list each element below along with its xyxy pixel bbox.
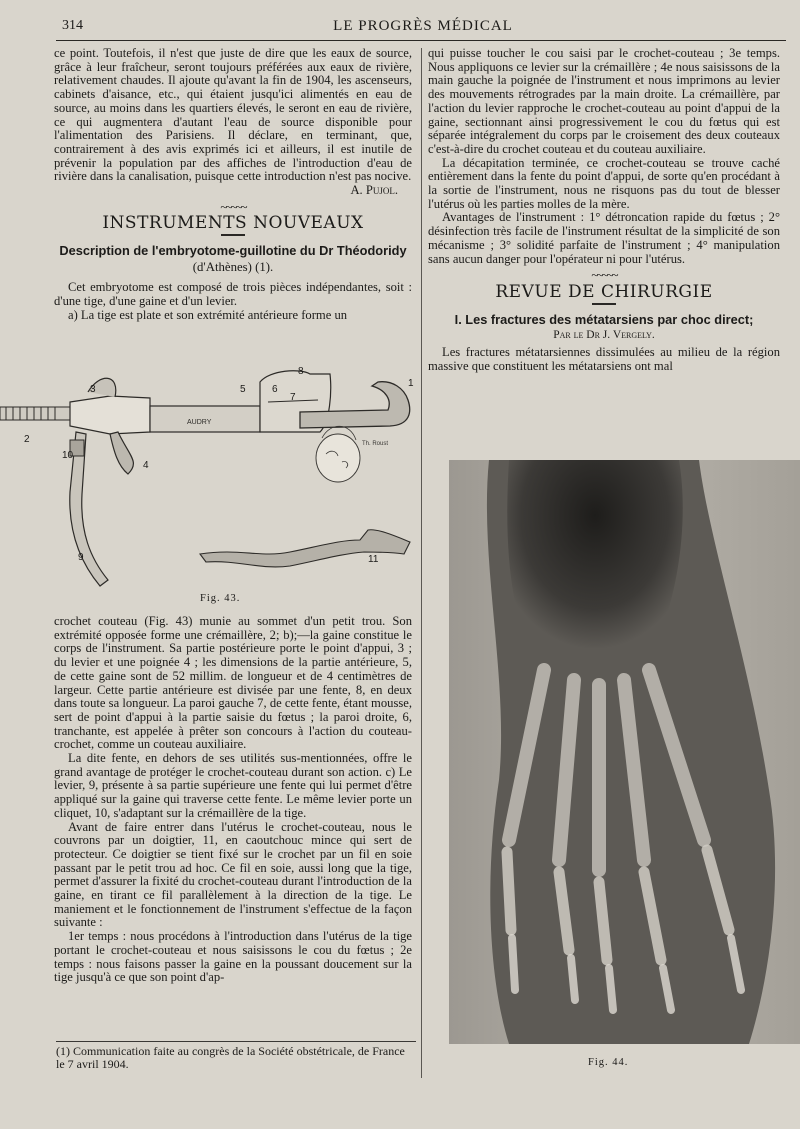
paragraph: La dite fente, en dehors de ses utilités sus-mentionnées, offre le grand avantage de protéger le crochet-couteau durant son action. c) Le levier, 9, présente à sa partie supérieure une fente qui lui permet d'être appliqué sur la gaine qui traverse cette fente. Le même levier porte un cliquet, 10, s'adaptant sur la crémaillère de la tige. <box>54 751 412 820</box>
paragraph: 1er temps : nous procédons à l'introduction dans l'utérus de la tige portant le crochet-couteau et nous saisissons le cou du fœtus ; 2e temps : nous faisons passer la gaine en la poussant doucement sur la tige jusqu'à ce que son point d'ap- <box>54 929 412 985</box>
left-column-bottom <box>54 615 412 985</box>
page-number: 314 <box>62 18 83 33</box>
right-column-top <box>428 47 780 374</box>
part-label: 11 <box>368 554 379 565</box>
engraver-signature: Th. Roust <box>362 441 389 447</box>
engraved-maker: AUDRY <box>187 419 212 426</box>
article-author: Par le Dr J. Vergely. <box>553 328 655 341</box>
part-label: 3 <box>90 384 96 395</box>
footnote: (1) Communication faite au congrès de la Société obstétricale, de France le 7 avril 1904. <box>56 1044 405 1071</box>
intro-paragraph: ce point. Toutefois, il n'est que juste de dire que les eaux de source, grâce à leur fraîcheur, seront toujours préférées aux eaux de rivière, relativement chaudes. Il ajoute qu'avant la fin de 1904, les ascenseurs, cabinets d'aisance, etc., qui étaient jusqu'ici alimentés en eau de source, au moins dans les quartiers élevés, le seront en eau de rivière, ce qui augmentera d'autant l'eau de source disponible pour l'alimentation des Parisiens. Il déclare, en terminant, que, contrairement à des avis exprimés ici et ailleurs, il est inutile de prévenir la population par des affiches de l'introduction d'eau de rivière dans la canalisation, puisque cette introduction n'est pas nocive. <box>54 46 412 184</box>
figure-44-caption: Fig. 44. <box>588 1057 629 1068</box>
paragraph: Avantages de l'instrument : 1° détroncation rapide du fœtus ; 2° désinfection très facile de l'instrument résultat de la simplicité de son mécanisme ; 3° solidité parfaite de l'instrument ; 4° manipulation sans aucun danger pour l'opérateur ni pour l'utérus. <box>428 210 780 266</box>
figure-44-foot-radiograph <box>449 460 800 1044</box>
title-dash <box>221 234 245 236</box>
part-label: 10 <box>62 450 74 461</box>
paragraph: Cet embryotome est composé de trois pièces indépendantes, soit : d'une tige, d'une gaine et d'un levier. <box>54 280 412 308</box>
foot-xray-image <box>449 460 800 1044</box>
article-title-fractures: I. Les fractures des métatarsiens par choc direct; <box>454 311 754 327</box>
part-label: 2 <box>24 434 30 445</box>
section-title-instruments: INSTRUMENTS NOUVEAUX <box>102 213 364 234</box>
left-column-top <box>54 47 412 322</box>
separator-ornament: ~~~~~ <box>220 198 246 214</box>
separator-ornament: ~~~~~ <box>591 267 617 283</box>
part-label: 7 <box>290 392 296 403</box>
part-label: 6 <box>272 384 278 395</box>
embryotome-drawing <box>0 362 420 590</box>
article-title-embryotome: Description de l'embryotome-guillotine du Dr Théodoridy (d'Athènes) (1). <box>59 243 407 275</box>
paragraph: a) La tige est plate et son extrémité antérieure forme un <box>68 307 348 322</box>
paragraph: La décapitation terminée, ce crochet-couteau se trouve caché entièrement dans la fente du point d'appui, de sorte qu'en procédant à la sortie de l'instrument, nous ne risquons pas du tout de blesser l'utérus où les parties molles de la mère. <box>428 155 780 211</box>
journal-title: LE PROGRÈS MÉDICAL <box>333 18 513 34</box>
part-label: 5 <box>240 384 246 395</box>
paragraph: qui puisse toucher le cou saisi par le crochet-couteau ; 3e temps. Nous appliquons ce levier sur la crémaillère ; 4e nous saisissons de la main gauche la poignée de l'instrument et nous imprimons au levier des mouvements rétrogrades par la main droite. La crémaillère, par l'action du levier rapproche le crochet-couteau au point d'appui de la gaine, sectionnant ainsi progressivement le cou du fœtus qui est séparée intégralement du corps par le croisement des deux couteaux c'est-à-dire du crochet couteau et du couteau auxiliaire. <box>428 46 780 156</box>
paragraph: Avant de faire entrer dans l'utérus le crochet-couteau, nous le couvrons par un doigtier, 11, en caoutchouc mince qui sert de protecteur. Ce doigtier se tient fixé sur le crochet par un fil en soie passant par le petit trou ad hoc. Ce fil en soie, aussi long que la tige, permet d'assurer la fixité du crochet-couteau durant l'introduction de la gaine, en tirant ce fil parallèlement à la direction de la tige. Le maniement et le fonctionnement de l'instrument s'effectue de la façon suivante : <box>54 819 412 930</box>
title-dash <box>592 303 616 305</box>
section-title-chirurgie: REVUE DE CHIRURGIE <box>495 281 713 302</box>
part-label: 9 <box>78 552 84 563</box>
part-label: 4 <box>143 460 149 471</box>
figure-43-embryotome <box>0 362 420 612</box>
part-label: 1 <box>408 378 414 389</box>
footnote-rule <box>56 1041 416 1042</box>
signature: A. Pujol. <box>350 183 398 198</box>
column-divider <box>421 48 422 1078</box>
page-header <box>62 18 784 40</box>
part-label: 8 <box>298 366 304 377</box>
paragraph: Les fractures métatarsiennes dissimulées au milieu de la région massive que constituent les métatarsiens ont mal <box>428 345 780 374</box>
figure-43-caption: Fig. 43. <box>200 593 241 604</box>
paragraph: crochet couteau (Fig. 43) munie au sommet d'un petit trou. Son extrémité opposée forme une crémaillère, 2; b);—la gaine constitue le corps de l'instrument. Sa partie postérieure porte le point d'appui, 3 ; du levier et une poignée 4 ; les dimensions de la partie antérieure, 5, de cette gaine sont de 52 millim. de longueur et de 4 centimètres de largeur. Cette partie antérieure est divisée par une fente, 8, en deux dans toute sa longueur. La paroi gauche 7, de cette fente, étant mousse, sert de point d'appui à la partie saisie du fœtus ; la paroi droite, 6, tranchante, est appelée à prêter son concours à l'action du couteau-crochet, comme un couteau auxiliaire. <box>54 614 412 752</box>
header-rule <box>56 40 786 41</box>
